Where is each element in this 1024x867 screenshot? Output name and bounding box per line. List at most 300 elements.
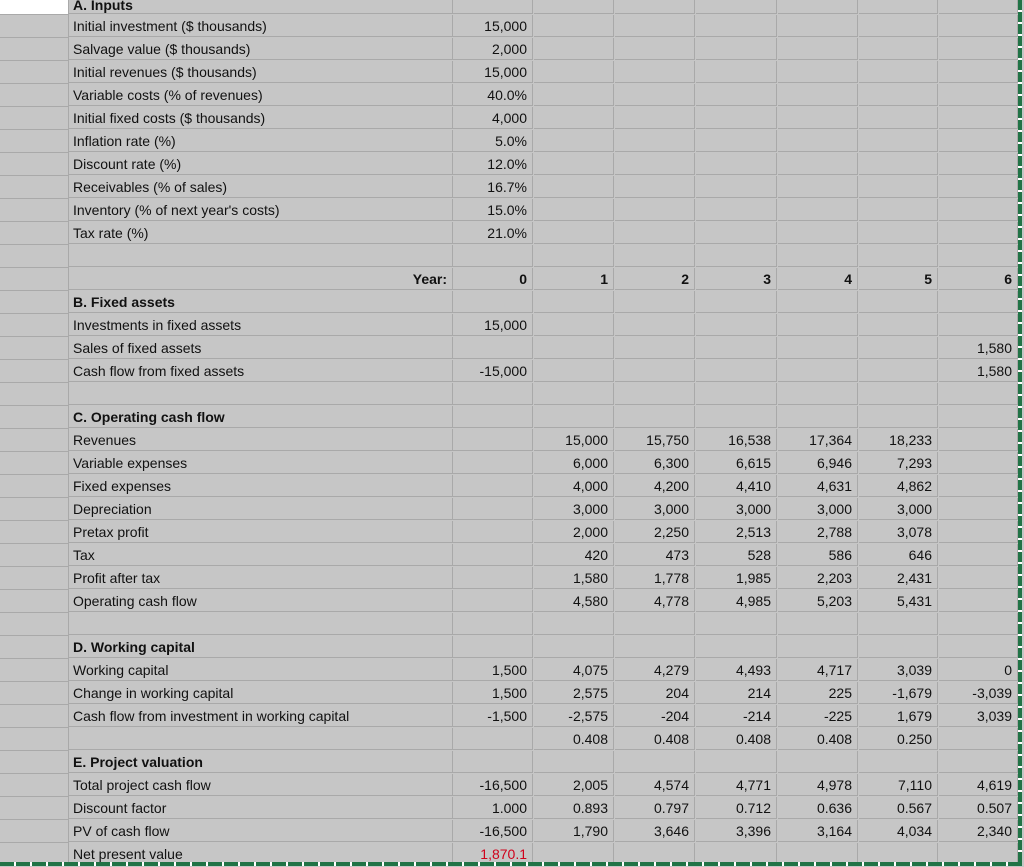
value-cell-year-3[interactable] xyxy=(696,15,777,37)
value-cell-year-4[interactable] xyxy=(778,130,858,152)
value-cell-year-5[interactable] xyxy=(859,15,938,37)
value-cell-year-2[interactable]: 4,200 xyxy=(615,475,695,497)
input-label[interactable]: Inflation rate (%) xyxy=(69,130,453,152)
value-cell-year-3[interactable] xyxy=(696,222,777,244)
value-cell-year-6[interactable] xyxy=(939,314,1018,336)
value-cell-year-6[interactable] xyxy=(939,38,1018,60)
value-cell-year-0[interactable]: -16,500 xyxy=(453,820,533,842)
value-cell-year-5[interactable] xyxy=(859,0,938,14)
row-gutter-cell[interactable] xyxy=(0,153,69,176)
value-cell-year-6[interactable] xyxy=(939,383,1018,405)
value-cell-year-2[interactable] xyxy=(615,176,695,198)
value-cell-year-2[interactable]: 3,000 xyxy=(615,498,695,520)
value-cell-year-0[interactable]: 15,000 xyxy=(453,314,533,336)
value-cell-year-1[interactable] xyxy=(534,314,614,336)
row-gutter-cell[interactable] xyxy=(0,429,69,452)
value-cell-year-1[interactable] xyxy=(534,0,614,14)
value-cell-year-3[interactable] xyxy=(696,360,777,382)
value-cell-year-0[interactable]: 15,000 xyxy=(453,15,533,37)
value-cell-year-4[interactable]: 6,946 xyxy=(778,452,858,474)
input-label[interactable]: Initial investment ($ thousands) xyxy=(69,15,453,37)
row-gutter-cell[interactable] xyxy=(0,751,69,774)
value-cell-year-4[interactable] xyxy=(778,751,858,773)
value-cell-year-5[interactable]: 5 xyxy=(859,268,938,290)
value-cell-year-2[interactable]: 2 xyxy=(615,268,695,290)
value-cell-year-6[interactable] xyxy=(939,61,1018,83)
value-cell-year-6[interactable] xyxy=(939,590,1018,612)
value-cell-year-6[interactable]: 4,619 xyxy=(939,774,1018,796)
value-cell-year-3[interactable] xyxy=(696,199,777,221)
row-gutter-cell[interactable] xyxy=(0,797,69,820)
value-cell-year-4[interactable]: -225 xyxy=(778,705,858,727)
value-cell-year-1[interactable] xyxy=(534,130,614,152)
input-label[interactable]: Discount rate (%) xyxy=(69,153,453,175)
value-cell-year-2[interactable] xyxy=(615,636,695,658)
row-label[interactable]: Profit after tax xyxy=(69,567,453,589)
value-cell-year-2[interactable] xyxy=(615,84,695,106)
value-cell-year-3[interactable] xyxy=(696,84,777,106)
value-cell-year-0[interactable] xyxy=(453,498,533,520)
value-cell-year-0[interactable]: 2,000 xyxy=(453,38,533,60)
value-cell-year-1[interactable]: 4,075 xyxy=(534,659,614,681)
input-label[interactable]: Inventory (% of next year's costs) xyxy=(69,199,453,221)
value-cell-year-0[interactable]: 1,500 xyxy=(453,659,533,681)
value-cell-year-4[interactable]: 3,164 xyxy=(778,820,858,842)
row-gutter-cell[interactable] xyxy=(0,521,69,544)
value-cell-year-0[interactable]: 0 xyxy=(453,268,533,290)
value-cell-year-1[interactable]: -2,575 xyxy=(534,705,614,727)
value-cell-year-5[interactable]: 7,293 xyxy=(859,452,938,474)
value-cell-year-5[interactable] xyxy=(859,383,938,405)
value-cell-year-1[interactable]: 1,580 xyxy=(534,567,614,589)
row-label[interactable]: Discount factor xyxy=(69,797,453,819)
value-cell-year-6[interactable] xyxy=(939,728,1018,750)
value-cell-year-3[interactable]: 0.408 xyxy=(696,728,777,750)
value-cell-year-5[interactable] xyxy=(859,222,938,244)
value-cell-year-2[interactable]: 204 xyxy=(615,682,695,704)
value-cell-year-0[interactable] xyxy=(453,337,533,359)
value-cell-year-4[interactable] xyxy=(778,245,858,267)
value-cell-year-2[interactable]: 0.797 xyxy=(615,797,695,819)
value-cell-year-0[interactable] xyxy=(453,383,533,405)
value-cell-year-2[interactable] xyxy=(615,222,695,244)
value-cell-year-6[interactable] xyxy=(939,245,1018,267)
value-cell-year-3[interactable] xyxy=(696,613,777,635)
value-cell-year-4[interactable] xyxy=(778,613,858,635)
value-cell-year-0[interactable] xyxy=(453,245,533,267)
value-cell-year-4[interactable]: 0.408 xyxy=(778,728,858,750)
input-label[interactable]: Salvage value ($ thousands) xyxy=(69,38,453,60)
value-cell-year-2[interactable] xyxy=(615,751,695,773)
value-cell-year-3[interactable] xyxy=(696,636,777,658)
value-cell-year-5[interactable] xyxy=(859,199,938,221)
value-cell-year-6[interactable]: 2,340 xyxy=(939,820,1018,842)
value-cell-year-1[interactable] xyxy=(534,61,614,83)
value-cell-year-3[interactable] xyxy=(696,314,777,336)
row-label[interactable] xyxy=(69,383,453,405)
value-cell-year-2[interactable] xyxy=(615,383,695,405)
value-cell-year-1[interactable]: 6,000 xyxy=(534,452,614,474)
value-cell-year-0[interactable]: 1,870.1 xyxy=(453,843,533,865)
value-cell-year-5[interactable]: 0.567 xyxy=(859,797,938,819)
value-cell-year-2[interactable] xyxy=(615,406,695,428)
value-cell-year-4[interactable]: 3,000 xyxy=(778,498,858,520)
row-gutter-cell[interactable] xyxy=(0,268,69,291)
value-cell-year-5[interactable]: 3,078 xyxy=(859,521,938,543)
value-cell-year-4[interactable] xyxy=(778,636,858,658)
value-cell-year-2[interactable] xyxy=(615,107,695,129)
row-label[interactable]: Variable expenses xyxy=(69,452,453,474)
value-cell-year-1[interactable] xyxy=(534,15,614,37)
value-cell-year-1[interactable]: 2,005 xyxy=(534,774,614,796)
input-label[interactable]: Receivables (% of sales) xyxy=(69,176,453,198)
value-cell-year-3[interactable] xyxy=(696,130,777,152)
value-cell-year-0[interactable]: -15,000 xyxy=(453,360,533,382)
value-cell-year-6[interactable] xyxy=(939,429,1018,451)
value-cell-year-5[interactable] xyxy=(859,245,938,267)
value-cell-year-1[interactable]: 4,000 xyxy=(534,475,614,497)
value-cell-year-0[interactable] xyxy=(453,429,533,451)
value-cell-year-2[interactable] xyxy=(615,291,695,313)
value-cell-year-6[interactable] xyxy=(939,199,1018,221)
value-cell-year-6[interactable] xyxy=(939,176,1018,198)
value-cell-year-5[interactable]: 4,034 xyxy=(859,820,938,842)
row-label[interactable]: Working capital xyxy=(69,659,453,681)
value-cell-year-2[interactable]: -204 xyxy=(615,705,695,727)
value-cell-year-6[interactable] xyxy=(939,567,1018,589)
value-cell-year-6[interactable] xyxy=(939,406,1018,428)
value-cell-year-6[interactable] xyxy=(939,475,1018,497)
row-label[interactable]: Total project cash flow xyxy=(69,774,453,796)
value-cell-year-4[interactable] xyxy=(778,222,858,244)
value-cell-year-1[interactable]: 1,790 xyxy=(534,820,614,842)
value-cell-year-0[interactable] xyxy=(453,636,533,658)
value-cell-year-1[interactable] xyxy=(534,406,614,428)
value-cell-year-3[interactable]: 4,985 xyxy=(696,590,777,612)
value-cell-year-2[interactable]: 3,646 xyxy=(615,820,695,842)
row-gutter-cell[interactable] xyxy=(0,222,69,245)
value-cell-year-4[interactable] xyxy=(778,84,858,106)
value-cell-year-6[interactable] xyxy=(939,636,1018,658)
value-cell-year-0[interactable] xyxy=(453,0,533,14)
value-cell-year-4[interactable]: 2,203 xyxy=(778,567,858,589)
value-cell-year-1[interactable]: 2,575 xyxy=(534,682,614,704)
value-cell-year-5[interactable]: 4,862 xyxy=(859,475,938,497)
row-gutter-cell[interactable] xyxy=(0,360,69,383)
value-cell-year-6[interactable]: 1,580 xyxy=(939,337,1018,359)
value-cell-year-3[interactable] xyxy=(696,291,777,313)
value-cell-year-5[interactable] xyxy=(859,613,938,635)
value-cell-year-4[interactable]: 5,203 xyxy=(778,590,858,612)
row-label[interactable]: Cash flow from fixed assets xyxy=(69,360,453,382)
value-cell-year-1[interactable] xyxy=(534,337,614,359)
value-cell-year-3[interactable]: 0.712 xyxy=(696,797,777,819)
value-cell-year-2[interactable]: 4,778 xyxy=(615,590,695,612)
value-cell-year-1[interactable]: 0.893 xyxy=(534,797,614,819)
value-cell-year-3[interactable] xyxy=(696,383,777,405)
row-gutter-cell[interactable] xyxy=(0,107,69,130)
value-cell-year-0[interactable]: 21.0% xyxy=(453,222,533,244)
value-cell-year-3[interactable]: 528 xyxy=(696,544,777,566)
input-label[interactable]: Initial fixed costs ($ thousands) xyxy=(69,107,453,129)
row-gutter-cell[interactable] xyxy=(0,820,69,843)
value-cell-year-5[interactable] xyxy=(859,130,938,152)
value-cell-year-4[interactable]: 586 xyxy=(778,544,858,566)
value-cell-year-4[interactable] xyxy=(778,314,858,336)
value-cell-year-0[interactable] xyxy=(453,291,533,313)
value-cell-year-4[interactable] xyxy=(778,0,858,14)
value-cell-year-1[interactable] xyxy=(534,222,614,244)
value-cell-year-1[interactable] xyxy=(534,360,614,382)
row-label[interactable] xyxy=(69,613,453,635)
section-title-fixed-assets[interactable]: B. Fixed assets xyxy=(69,291,453,313)
value-cell-year-2[interactable]: 6,300 xyxy=(615,452,695,474)
value-cell-year-6[interactable] xyxy=(939,84,1018,106)
value-cell-year-3[interactable] xyxy=(696,337,777,359)
value-cell-year-3[interactable]: 4,410 xyxy=(696,475,777,497)
value-cell-year-5[interactable] xyxy=(859,337,938,359)
value-cell-year-1[interactable] xyxy=(534,153,614,175)
value-cell-year-0[interactable] xyxy=(453,567,533,589)
value-cell-year-6[interactable] xyxy=(939,130,1018,152)
value-cell-year-3[interactable] xyxy=(696,153,777,175)
value-cell-year-1[interactable] xyxy=(534,84,614,106)
value-cell-year-0[interactable] xyxy=(453,613,533,635)
row-gutter-cell[interactable] xyxy=(0,176,69,199)
value-cell-year-5[interactable]: 3,000 xyxy=(859,498,938,520)
value-cell-year-1[interactable] xyxy=(534,176,614,198)
value-cell-year-5[interactable]: 1,679 xyxy=(859,705,938,727)
value-cell-year-5[interactable] xyxy=(859,406,938,428)
value-cell-year-1[interactable]: 2,000 xyxy=(534,521,614,543)
row-label[interactable]: Revenues xyxy=(69,429,453,451)
value-cell-year-1[interactable] xyxy=(534,613,614,635)
row-label[interactable]: Operating cash flow xyxy=(69,590,453,612)
value-cell-year-4[interactable] xyxy=(778,383,858,405)
row-gutter-cell[interactable] xyxy=(0,567,69,590)
value-cell-year-3[interactable] xyxy=(696,406,777,428)
value-cell-year-1[interactable]: 15,000 xyxy=(534,429,614,451)
value-cell-year-0[interactable]: -1,500 xyxy=(453,705,533,727)
value-cell-year-0[interactable] xyxy=(453,544,533,566)
row-gutter-cell[interactable] xyxy=(0,38,69,61)
row-gutter-cell[interactable] xyxy=(0,15,69,38)
value-cell-year-6[interactable] xyxy=(939,222,1018,244)
value-cell-year-5[interactable]: 5,431 xyxy=(859,590,938,612)
value-cell-year-6[interactable] xyxy=(939,107,1018,129)
value-cell-year-6[interactable] xyxy=(939,498,1018,520)
value-cell-year-1[interactable] xyxy=(534,199,614,221)
value-cell-year-0[interactable] xyxy=(453,728,533,750)
input-label[interactable]: Initial revenues ($ thousands) xyxy=(69,61,453,83)
value-cell-year-4[interactable]: 4 xyxy=(778,268,858,290)
row-label[interactable]: Cash flow from investment in working capital xyxy=(69,705,453,727)
value-cell-year-3[interactable]: 3,000 xyxy=(696,498,777,520)
value-cell-year-5[interactable]: 3,039 xyxy=(859,659,938,681)
value-cell-year-2[interactable] xyxy=(615,314,695,336)
value-cell-year-6[interactable]: 0.507 xyxy=(939,797,1018,819)
value-cell-year-3[interactable]: 4,771 xyxy=(696,774,777,796)
value-cell-year-4[interactable]: 17,364 xyxy=(778,429,858,451)
value-cell-year-3[interactable]: 16,538 xyxy=(696,429,777,451)
row-gutter-cell[interactable] xyxy=(0,291,69,314)
value-cell-year-2[interactable]: 473 xyxy=(615,544,695,566)
value-cell-year-0[interactable]: 12.0% xyxy=(453,153,533,175)
value-cell-year-5[interactable] xyxy=(859,360,938,382)
value-cell-year-4[interactable] xyxy=(778,199,858,221)
row-gutter-cell[interactable] xyxy=(0,613,69,636)
section-title-operating-cash-flow[interactable]: C. Operating cash flow xyxy=(69,406,453,428)
value-cell-year-0[interactable]: 15.0% xyxy=(453,199,533,221)
row-gutter-cell[interactable] xyxy=(0,245,69,268)
value-cell-year-3[interactable]: -214 xyxy=(696,705,777,727)
value-cell-year-1[interactable] xyxy=(534,291,614,313)
row-gutter-cell[interactable] xyxy=(0,544,69,567)
value-cell-year-3[interactable] xyxy=(696,61,777,83)
value-cell-year-6[interactable]: 0 xyxy=(939,659,1018,681)
row-gutter-cell[interactable] xyxy=(0,728,69,751)
value-cell-year-0[interactable]: 16.7% xyxy=(453,176,533,198)
value-cell-year-4[interactable] xyxy=(778,15,858,37)
row-gutter-cell[interactable] xyxy=(0,406,69,429)
value-cell-year-4[interactable]: 225 xyxy=(778,682,858,704)
row-gutter-cell[interactable] xyxy=(0,590,69,613)
value-cell-year-2[interactable]: 0.408 xyxy=(615,728,695,750)
value-cell-year-2[interactable]: 4,279 xyxy=(615,659,695,681)
value-cell-year-2[interactable] xyxy=(615,245,695,267)
row-label[interactable]: Investments in fixed assets xyxy=(69,314,453,336)
value-cell-year-4[interactable]: 4,631 xyxy=(778,475,858,497)
value-cell-year-5[interactable] xyxy=(859,107,938,129)
value-cell-year-2[interactable]: 4,574 xyxy=(615,774,695,796)
value-cell-year-6[interactable]: 1,580 xyxy=(939,360,1018,382)
value-cell-year-6[interactable] xyxy=(939,153,1018,175)
value-cell-year-3[interactable]: 6,615 xyxy=(696,452,777,474)
row-gutter-cell[interactable] xyxy=(0,130,69,153)
value-cell-year-5[interactable] xyxy=(859,176,938,198)
row-label[interactable] xyxy=(69,245,453,267)
value-cell-year-0[interactable]: 4,000 xyxy=(453,107,533,129)
row-gutter-cell[interactable] xyxy=(0,452,69,475)
value-cell-year-4[interactable] xyxy=(778,38,858,60)
value-cell-year-3[interactable] xyxy=(696,0,777,14)
value-cell-year-0[interactable] xyxy=(453,452,533,474)
value-cell-year-5[interactable]: -1,679 xyxy=(859,682,938,704)
row-label[interactable]: Pretax profit xyxy=(69,521,453,543)
value-cell-year-2[interactable] xyxy=(615,337,695,359)
value-cell-year-4[interactable]: 4,978 xyxy=(778,774,858,796)
value-cell-year-5[interactable]: 0.250 xyxy=(859,728,938,750)
value-cell-year-3[interactable]: 4,493 xyxy=(696,659,777,681)
value-cell-year-6[interactable] xyxy=(939,751,1018,773)
value-cell-year-3[interactable] xyxy=(696,751,777,773)
value-cell-year-1[interactable] xyxy=(534,636,614,658)
row-gutter-cell[interactable] xyxy=(0,199,69,222)
value-cell-year-6[interactable] xyxy=(939,521,1018,543)
value-cell-year-5[interactable] xyxy=(859,636,938,658)
row-gutter-cell[interactable] xyxy=(0,659,69,682)
row-gutter-cell[interactable] xyxy=(0,774,69,797)
value-cell-year-2[interactable] xyxy=(615,613,695,635)
input-label[interactable]: Variable costs (% of revenues) xyxy=(69,84,453,106)
value-cell-year-5[interactable] xyxy=(859,84,938,106)
value-cell-year-3[interactable]: 2,513 xyxy=(696,521,777,543)
value-cell-year-4[interactable]: 4,717 xyxy=(778,659,858,681)
value-cell-year-1[interactable] xyxy=(534,751,614,773)
value-cell-year-0[interactable]: 40.0% xyxy=(453,84,533,106)
value-cell-year-5[interactable] xyxy=(859,153,938,175)
row-gutter-cell[interactable] xyxy=(0,0,69,15)
value-cell-year-5[interactable] xyxy=(859,314,938,336)
value-cell-year-0[interactable]: 5.0% xyxy=(453,130,533,152)
value-cell-year-4[interactable] xyxy=(778,337,858,359)
value-cell-year-5[interactable] xyxy=(859,291,938,313)
value-cell-year-4[interactable] xyxy=(778,406,858,428)
value-cell-year-3[interactable]: 3 xyxy=(696,268,777,290)
row-gutter-cell[interactable] xyxy=(0,498,69,521)
value-cell-year-2[interactable]: 15,750 xyxy=(615,429,695,451)
value-cell-year-6[interactable] xyxy=(939,15,1018,37)
value-cell-year-0[interactable] xyxy=(453,406,533,428)
value-cell-year-3[interactable] xyxy=(696,176,777,198)
value-cell-year-1[interactable] xyxy=(534,245,614,267)
row-label[interactable]: Depreciation xyxy=(69,498,453,520)
row-gutter-cell[interactable] xyxy=(0,682,69,705)
value-cell-year-4[interactable] xyxy=(778,153,858,175)
row-label[interactable]: PV of cash flow xyxy=(69,820,453,842)
row-gutter-cell[interactable] xyxy=(0,475,69,498)
value-cell-year-0[interactable]: -16,500 xyxy=(453,774,533,796)
row-gutter-cell[interactable] xyxy=(0,61,69,84)
section-title-working-capital[interactable]: D. Working capital xyxy=(69,636,453,658)
value-cell-year-1[interactable]: 0.408 xyxy=(534,728,614,750)
row-gutter-cell[interactable] xyxy=(0,636,69,659)
value-cell-year-1[interactable] xyxy=(534,38,614,60)
value-cell-year-4[interactable] xyxy=(778,107,858,129)
value-cell-year-2[interactable] xyxy=(615,199,695,221)
value-cell-year-1[interactable]: 420 xyxy=(534,544,614,566)
value-cell-year-6[interactable] xyxy=(939,0,1018,14)
value-cell-year-4[interactable] xyxy=(778,61,858,83)
value-cell-year-5[interactable]: 2,431 xyxy=(859,567,938,589)
value-cell-year-2[interactable]: 2,250 xyxy=(615,521,695,543)
value-cell-year-3[interactable] xyxy=(696,107,777,129)
value-cell-year-5[interactable]: 7,110 xyxy=(859,774,938,796)
value-cell-year-6[interactable] xyxy=(939,544,1018,566)
value-cell-year-6[interactable]: -3,039 xyxy=(939,682,1018,704)
section-title-project-valuation[interactable]: E. Project valuation xyxy=(69,751,453,773)
row-gutter-cell[interactable] xyxy=(0,337,69,360)
value-cell-year-4[interactable] xyxy=(778,176,858,198)
value-cell-year-2[interactable] xyxy=(615,38,695,60)
value-cell-year-5[interactable] xyxy=(859,61,938,83)
value-cell-year-2[interactable] xyxy=(615,0,695,14)
value-cell-year-4[interactable] xyxy=(778,291,858,313)
row-label[interactable] xyxy=(69,728,453,750)
value-cell-year-3[interactable] xyxy=(696,38,777,60)
value-cell-year-5[interactable] xyxy=(859,38,938,60)
row-label[interactable]: Change in working capital xyxy=(69,682,453,704)
value-cell-year-6[interactable]: 6 xyxy=(939,268,1018,290)
row-label[interactable]: Fixed expenses xyxy=(69,475,453,497)
row-gutter-cell[interactable] xyxy=(0,705,69,728)
value-cell-year-4[interactable] xyxy=(778,360,858,382)
value-cell-year-6[interactable] xyxy=(939,613,1018,635)
value-cell-year-0[interactable]: 15,000 xyxy=(453,61,533,83)
value-cell-year-0[interactable] xyxy=(453,590,533,612)
row-label[interactable]: Net present value xyxy=(69,843,453,865)
value-cell-year-0[interactable] xyxy=(453,475,533,497)
